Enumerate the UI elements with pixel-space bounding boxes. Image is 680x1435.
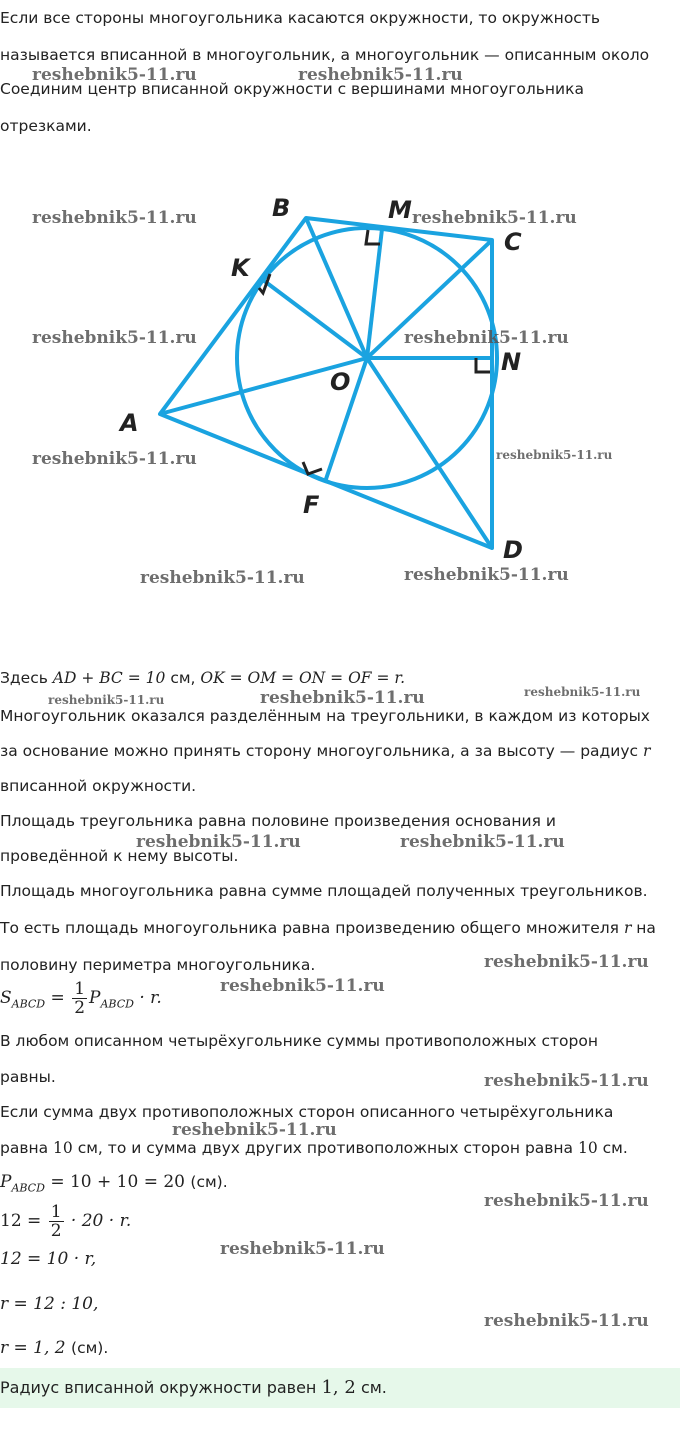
intro-text-line: Если все стороны многоугольника касаются окружности, то окружность bbox=[0, 9, 600, 27]
text-line: равны. bbox=[0, 1068, 56, 1086]
watermark: reshebnik5-11.ru bbox=[220, 976, 385, 996]
geometry-figure bbox=[0, 180, 680, 600]
text-line: Площадь многоугольника равна сумме площадей полученных треугольников. bbox=[0, 882, 648, 900]
watermark: reshebnik5-11.ru bbox=[404, 565, 569, 585]
fraction-one-half: $\frac{1}{2}$ bbox=[50, 1202, 62, 1241]
watermark: reshebnik5-11.ru bbox=[524, 685, 641, 699]
label-n: N bbox=[501, 348, 522, 376]
watermark: reshebnik5-11.ru bbox=[484, 1311, 649, 1331]
perimeter-eq: $P_{ABCD} = 10 + 10 = 20$ (см). bbox=[0, 1172, 228, 1195]
area-formula: $S_{ABCD}$ = $\frac{1}{2}$ $P_{ABCD} \cdot r$. bbox=[0, 979, 162, 1018]
text-line: равна 10 см, то и сумма двух других противоположных сторон равна 10 см. bbox=[0, 1139, 628, 1157]
right-angle-m-mark bbox=[366, 230, 380, 244]
text-line: Если сумма двух противоположных сторон описанного четырёхугольника bbox=[0, 1103, 614, 1121]
equation-4: r = 1, 2 (см). bbox=[0, 1338, 109, 1358]
text-line: То есть площадь многоугольника равна произведению общего множителя r на bbox=[0, 919, 656, 937]
fraction-one-half: $\frac{1}{2}$ bbox=[74, 979, 86, 1018]
text-line: проведённой к нему высоты. bbox=[0, 847, 239, 865]
equation-3: r = 12 : 10, bbox=[0, 1294, 99, 1314]
right-angle-n-mark bbox=[476, 358, 490, 372]
watermark: reshebnik5-11.ru bbox=[260, 688, 425, 708]
label-a: A bbox=[120, 409, 139, 437]
watermark: reshebnik5-11.ru bbox=[400, 832, 565, 852]
watermark: reshebnik5-11.ru bbox=[484, 1191, 649, 1211]
watermark: reshebnik5-11.ru bbox=[32, 328, 197, 348]
label-d: D bbox=[503, 536, 523, 564]
text-line: за основание можно принять сторону многоугольника, а за высоту — радиус r bbox=[0, 742, 651, 760]
label-o: O bbox=[330, 368, 351, 396]
watermark: reshebnik5-11.ru bbox=[32, 208, 197, 228]
answer-box: Радиус вписанной окружности равен 1, 2 см. bbox=[0, 1368, 680, 1408]
watermark: reshebnik5-11.ru bbox=[484, 952, 649, 972]
label-k: K bbox=[231, 254, 250, 282]
watermark: reshebnik5-11.ru bbox=[404, 328, 569, 348]
label-m: M bbox=[388, 196, 412, 224]
label-f: F bbox=[303, 491, 320, 519]
text-line: половину периметра многоугольника. bbox=[0, 956, 316, 974]
label-c: C bbox=[504, 228, 522, 256]
watermark: reshebnik5-11.ru bbox=[172, 1120, 337, 1140]
intro-text-line: Соединим центр вписанной окружности с вершинами многоугольника bbox=[0, 80, 584, 98]
equation-2: 12 = 10 · r, bbox=[0, 1249, 97, 1269]
watermark: reshebnik5-11.ru bbox=[412, 208, 577, 228]
watermark: reshebnik5-11.ru bbox=[32, 449, 197, 469]
text-line: вписанной окружности. bbox=[0, 777, 197, 795]
watermark: reshebnik5-11.ru bbox=[48, 693, 165, 707]
watermark: reshebnik5-11.ru bbox=[298, 65, 463, 85]
label-b: B bbox=[272, 194, 291, 222]
watermark: reshebnik5-11.ru bbox=[220, 1239, 385, 1259]
watermark: reshebnik5-11.ru bbox=[32, 65, 197, 85]
segment-om bbox=[367, 229, 382, 358]
intro-text-line: называется вписанной в многоугольник, а многоугольник — описанным около bbox=[0, 46, 650, 64]
text-line: Площадь треугольника равна половине произведения основания и bbox=[0, 812, 556, 830]
text-line: В любом описанном четырёхугольнике суммы противоположных сторон bbox=[0, 1032, 598, 1050]
intro-text-line: отрезками. bbox=[0, 117, 92, 135]
watermark: reshebnik5-11.ru bbox=[140, 568, 305, 588]
watermark: reshebnik5-11.ru bbox=[484, 1071, 649, 1091]
watermark: reshebnik5-11.ru bbox=[136, 832, 301, 852]
watermark: reshebnik5-11.ru bbox=[496, 448, 613, 462]
segment-od bbox=[367, 358, 492, 548]
text-line: Многоугольник оказался разделённым на треугольники, в каждом из которых bbox=[0, 707, 650, 725]
here-line: Здесь AD + BC = 10 см, OK = OM = ON = OF = r. bbox=[0, 669, 406, 687]
right-angle-f-mark bbox=[303, 462, 322, 474]
equation-1: 12 = $\frac{1}{2}$ · 20 · r. bbox=[0, 1202, 132, 1241]
